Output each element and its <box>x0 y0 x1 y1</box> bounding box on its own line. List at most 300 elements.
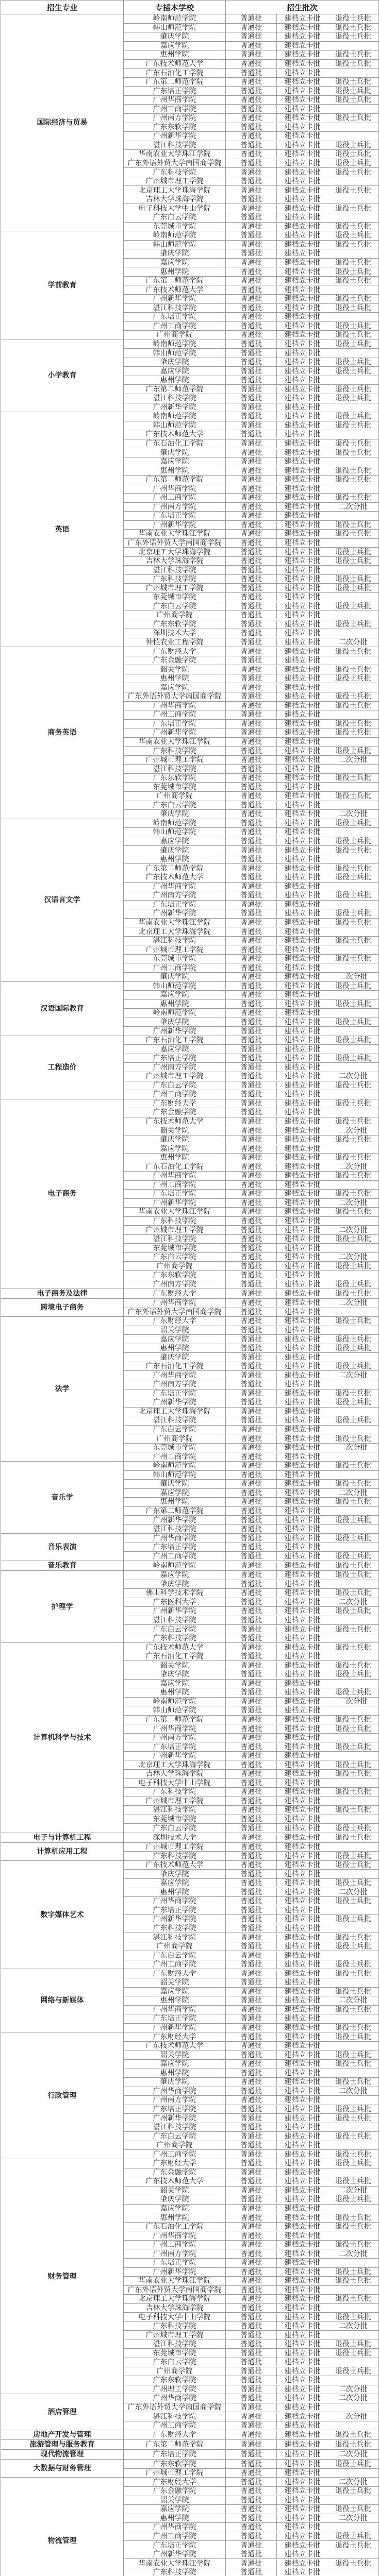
level-value: 建档立卡批 <box>284 2132 321 2141</box>
level-value: 建档立卡批 <box>284 1543 321 1552</box>
level-value: 普通批 <box>226 756 277 764</box>
level-value: 建档立卡批 <box>284 421 321 430</box>
level-value: 建档立卡批 <box>284 1081 321 1090</box>
level-value: 建档立卡批 <box>284 1933 321 1942</box>
level-value: 二次分批 <box>338 1996 368 2005</box>
school-name: 广东财经大学 <box>124 2430 226 2440</box>
level-value: 普通批 <box>226 1099 277 1108</box>
level-cell <box>226 891 379 901</box>
school-name: 嘉应学院 <box>124 258 226 267</box>
level-value: 普通批 <box>226 1507 277 1515</box>
school-name: 广东石油化工学院 <box>124 1036 226 1045</box>
school-name: 广州城市理工学院 <box>124 1797 226 1806</box>
level-value: 建档立卡批 <box>284 2559 321 2568</box>
school-name: 广东科技学院 <box>124 1634 226 1643</box>
level-value: 二次分批 <box>338 1371 368 1380</box>
level-cell <box>226 602 379 611</box>
level-cell <box>226 204 379 213</box>
school-name: 广州新华学院 <box>124 2550 226 2559</box>
school-name: 嘉应学院 <box>124 457 226 466</box>
level-cell <box>226 2096 379 2105</box>
level-value: 普通批 <box>226 584 277 592</box>
level-value: 普通批 <box>226 1725 277 1733</box>
level-value: 建档立卡批 <box>284 810 321 819</box>
school-name: 广东第二师范学院 <box>124 475 226 484</box>
school-name: 北京理工大学珠海学院 <box>124 2295 226 2304</box>
level-value: 二次分批 <box>338 973 368 981</box>
level-cell <box>226 403 379 412</box>
level-value: 普通批 <box>226 1525 277 1533</box>
level-value: 退役士兵批 <box>335 1824 371 1833</box>
level-cell <box>226 1824 379 1833</box>
level-value: 建档立卡批 <box>284 710 321 719</box>
level-value: 普通批 <box>226 1834 277 1842</box>
school-name: 华南农业大学珠江学院 <box>124 918 226 927</box>
level-value: 建档立卡批 <box>284 937 321 945</box>
school-name: 广州南方学院 <box>124 1280 226 1289</box>
level-value: 退役士兵批 <box>335 1154 371 1162</box>
level-value: 建档立卡批 <box>284 87 321 95</box>
level-value: 建档立卡批 <box>284 2541 321 2550</box>
level-cell <box>226 2222 379 2231</box>
level-cell <box>226 448 379 457</box>
level-value: 建档立卡批 <box>284 457 321 466</box>
level-value: 普通批 <box>226 1761 277 1769</box>
level-value: 退役士兵批 <box>335 14 371 23</box>
school-name: 韶关学院 <box>124 1326 226 1335</box>
level-cell <box>226 828 379 837</box>
level-cell <box>226 502 379 512</box>
school-name: 岭南师范学院 <box>124 1697 226 1706</box>
level-cell <box>226 1470 379 1480</box>
school-name: 肇庆学院 <box>124 1870 226 1879</box>
level-cell <box>226 1452 379 1462</box>
level-cell <box>226 819 379 828</box>
level-value: 退役士兵批 <box>335 1054 371 1063</box>
level-value: 建档立卡批 <box>284 78 321 87</box>
level-cell <box>226 2568 379 2576</box>
level-value: 普通批 <box>226 2349 277 2358</box>
level-cell <box>226 1679 379 1688</box>
level-cell <box>226 313 379 322</box>
level-value: 建档立卡批 <box>284 494 321 502</box>
level-value: 建档立卡批 <box>284 2303 321 2312</box>
level-value: 退役士兵批 <box>335 2132 371 2141</box>
school-name: 广州新华学院 <box>124 909 226 919</box>
level-value: 普通批 <box>226 2177 277 2185</box>
level-value: 普通批 <box>226 2514 277 2522</box>
school-name: 广东培正学院 <box>124 1389 226 1398</box>
level-value: 普通批 <box>226 937 277 945</box>
level-value: 建档立卡批 <box>284 2358 321 2367</box>
school-name: 湛江科技学院 <box>124 936 226 945</box>
level-value: 退役士兵批 <box>335 1389 371 1398</box>
school-name: 广东培正学院 <box>124 1906 226 1915</box>
level-value: 建档立卡批 <box>284 2168 321 2177</box>
school-name: 广东白云学院 <box>124 1625 226 1634</box>
level-value: 普通批 <box>226 2033 277 2041</box>
level-value: 二次分批 <box>338 1598 368 1606</box>
school-name: 广东培正学院 <box>124 900 226 909</box>
school-name: 广东第二师范学院 <box>124 2440 226 2450</box>
level-value: 建档立卡批 <box>284 2469 321 2478</box>
school-name: 广州华商学院 <box>124 1371 226 1380</box>
school-name: 肇庆学院 <box>124 358 226 367</box>
level-value: 建档立卡批 <box>284 2431 321 2439</box>
level-cell <box>226 909 379 919</box>
level-value: 建档立卡批 <box>284 2150 321 2159</box>
level-cell <box>226 303 379 313</box>
level-value: 退役士兵批 <box>335 981 371 990</box>
level-value: 建档立卡批 <box>284 186 321 195</box>
level-value: 建档立卡批 <box>284 2295 321 2303</box>
level-value: 建档立卡批 <box>284 358 321 367</box>
level-value: 普通批 <box>226 1952 277 1960</box>
level-value: 普通批 <box>226 891 277 900</box>
level-cell <box>226 1915 379 1924</box>
level-value: 退役士兵批 <box>335 87 371 95</box>
level-value: 建档立卡批 <box>284 1235 321 1244</box>
level-value: 普通批 <box>226 539 277 547</box>
level-cell <box>226 1888 379 1897</box>
level-value: 建档立卡批 <box>284 403 321 412</box>
school-name: 广东培正学院 <box>124 512 226 521</box>
school-name: 东莞城市学院 <box>124 2349 226 2358</box>
school-name: 吉林大学珠海学院 <box>124 2303 226 2313</box>
level-value: 普通批 <box>226 349 277 358</box>
level-value: 二次分批 <box>338 810 368 819</box>
level-cell <box>226 2132 379 2141</box>
level-value: 退役士兵批 <box>335 1462 371 1470</box>
school-name: 广州商学院 <box>124 2141 226 2150</box>
school-name: 湛江科技学院 <box>124 1234 226 1244</box>
level-value: 建档立卡批 <box>284 2376 321 2385</box>
level-cell <box>226 168 379 177</box>
level-value: 建档立卡批 <box>284 692 321 701</box>
level-value: 普通批 <box>226 1489 277 1497</box>
level-value: 建档立卡批 <box>284 231 321 240</box>
school-name: 广州工商学院 <box>124 963 226 973</box>
level-value: 普通批 <box>226 331 277 339</box>
school-name: 嘉应学院 <box>124 367 226 376</box>
level-cell <box>226 954 379 963</box>
major-name: 电子与计算机工程 <box>1 1833 124 1842</box>
level-value: 建档立卡批 <box>284 1498 321 1506</box>
school-name: 韩山师范学院 <box>124 828 226 837</box>
level-cell <box>226 1498 379 1507</box>
level-value: 普通批 <box>226 213 277 222</box>
level-value: 普通批 <box>226 1743 277 1751</box>
school-name: 岭南师范学院 <box>124 231 226 241</box>
school-name: 广东科技学院 <box>124 747 226 756</box>
level-value: 退役士兵批 <box>335 1852 371 1860</box>
level-value: 二次分批 <box>338 2385 368 2394</box>
school-name: 湛江科技学院 <box>124 303 226 313</box>
level-value: 普通批 <box>226 1371 277 1380</box>
level-value: 建档立卡批 <box>284 1154 321 1162</box>
school-name: 广东培正学院 <box>124 719 226 728</box>
level-value: 退役士兵批 <box>335 114 371 123</box>
level-cell <box>226 801 379 810</box>
level-value: 建档立卡批 <box>284 1362 321 1371</box>
level-value: 普通批 <box>226 1199 277 1207</box>
school-name: 广东科技学院 <box>124 1924 226 1933</box>
school-name: 韩山师范学院 <box>124 349 226 358</box>
level-value: 退役士兵批 <box>335 774 371 783</box>
level-value: 普通批 <box>226 2024 277 2032</box>
table-row <box>1 1570 379 1580</box>
level-value: 建档立卡批 <box>284 792 321 801</box>
school-name: 广东第二师范学院 <box>124 864 226 873</box>
level-cell <box>226 2403 379 2412</box>
admissions-table <box>1 0 379 2576</box>
level-cell <box>226 340 379 349</box>
level-value: 建档立卡批 <box>284 1217 321 1225</box>
level-value: 建档立卡批 <box>284 520 321 529</box>
level-cell <box>226 2204 379 2213</box>
level-value: 普通批 <box>226 385 277 394</box>
level-cell <box>226 1344 379 1353</box>
level-value: 建档立卡批 <box>284 222 321 231</box>
school-name: 广东财经大学 <box>124 1289 226 1299</box>
level-cell <box>226 1234 379 1244</box>
school-name: 广州城市理工学院 <box>124 755 226 765</box>
level-value: 退役士兵批 <box>335 1317 371 1326</box>
level-value: 普通批 <box>226 1000 277 1008</box>
level-cell <box>226 638 379 647</box>
level-value: 建档立卡批 <box>284 1244 321 1252</box>
level-value: 普通批 <box>226 2469 277 2477</box>
level-value: 普通批 <box>226 2223 277 2231</box>
level-value: 二次分批 <box>338 756 368 765</box>
level-value: 退役士兵批 <box>335 1788 371 1797</box>
table-row <box>1 1534 379 1543</box>
level-cell <box>226 141 379 150</box>
school-name: 嘉应学院 <box>124 1879 226 1888</box>
level-value: 退役士兵批 <box>335 747 371 755</box>
level-value: 建档立卡批 <box>284 60 321 68</box>
level-value: 普通批 <box>226 1235 277 1243</box>
level-cell <box>226 2023 379 2032</box>
level-cell <box>226 2358 379 2367</box>
level-value: 普通批 <box>226 286 277 294</box>
level-value: 建档立卡批 <box>284 828 321 837</box>
level-value: 普通批 <box>226 358 277 366</box>
level-value: 建档立卡批 <box>284 1480 321 1488</box>
level-value: 建档立卡批 <box>284 1299 321 1308</box>
level-cell <box>226 14 379 24</box>
school-name: 岭南师范学院 <box>124 412 226 421</box>
level-cell <box>226 2267 379 2277</box>
level-value: 退役士兵批 <box>335 999 371 1008</box>
level-value: 建档立卡批 <box>284 2349 321 2358</box>
school-name: 广东培正学院 <box>124 1543 226 1552</box>
level-value: 普通批 <box>226 557 277 565</box>
level-value: 退役士兵批 <box>335 159 371 168</box>
school-name: 北京理工大学珠海学院 <box>124 1760 226 1770</box>
table-row <box>1 2032 379 2042</box>
school-name: 广州城市理工学院 <box>124 2468 226 2478</box>
level-value: 退役士兵批 <box>335 1806 371 1815</box>
school-name: 东莞城市学院 <box>124 1815 226 1824</box>
level-value: 普通批 <box>226 1589 277 1597</box>
school-name: 广东科技学院 <box>124 574 226 584</box>
school-name: 嘉应学院 <box>124 1570 226 1580</box>
level-value: 建档立卡批 <box>284 1797 321 1805</box>
level-value: 普通批 <box>226 928 277 936</box>
level-cell <box>226 1724 379 1734</box>
school-name: 广州华商学院 <box>124 1724 226 1734</box>
level-cell <box>226 1951 379 1960</box>
level-value: 普通批 <box>226 883 277 891</box>
level-value: 退役士兵批 <box>335 1661 371 1670</box>
level-value: 普通批 <box>226 1299 277 1307</box>
level-cell <box>226 512 379 521</box>
school-name: 北京理工大学珠海学院 <box>124 1407 226 1416</box>
level-value: 退役士兵批 <box>335 2559 371 2568</box>
school-name: 北京理工大学珠海学院 <box>124 548 226 557</box>
level-value: 建档立卡批 <box>284 168 321 177</box>
level-cell <box>226 611 379 620</box>
level-value: 普通批 <box>226 530 277 538</box>
level-value: 退役士兵批 <box>335 96 371 105</box>
level-value: 建档立卡批 <box>284 1516 321 1524</box>
level-value: 建档立卡批 <box>284 249 321 258</box>
table-row <box>1 2430 379 2440</box>
school-name: 广东财经大学 <box>124 1969 226 1978</box>
level-value: 建档立卡批 <box>284 1552 321 1561</box>
level-cell <box>226 792 379 801</box>
level-value: 普通批 <box>226 1562 277 1570</box>
level-cell <box>226 331 379 340</box>
level-cell <box>226 530 379 539</box>
school-name: 韶关学院 <box>124 1661 226 1670</box>
level-value: 二次分批 <box>338 502 368 511</box>
school-name: 广东外语外贸大学南国商学院 <box>124 538 226 548</box>
level-value: 建档立卡批 <box>284 2340 321 2349</box>
school-name: 仲恺农业工程学院 <box>124 638 226 647</box>
school-name: 广东技术师范大学 <box>124 1643 226 1652</box>
level-value: 建档立卡批 <box>284 801 321 809</box>
level-value: 普通批 <box>226 1217 277 1225</box>
level-cell <box>226 2460 379 2469</box>
level-value: 建档立卡批 <box>284 647 321 656</box>
level-value: 退役士兵批 <box>335 602 371 611</box>
level-value: 普通批 <box>226 2241 277 2249</box>
table-row <box>1 819 379 828</box>
level-value: 建档立卡批 <box>284 32 321 41</box>
school-name: 广州工商学院 <box>124 105 226 114</box>
level-value: 普通批 <box>226 1344 277 1352</box>
level-value: 退役士兵批 <box>335 1833 371 1842</box>
level-cell <box>226 321 379 331</box>
level-cell <box>226 683 379 692</box>
level-value: 建档立卡批 <box>284 2195 321 2204</box>
level-value: 建档立卡批 <box>284 1824 321 1833</box>
level-value: 退役士兵批 <box>335 340 371 348</box>
level-value: 普通批 <box>226 1398 277 1406</box>
level-value: 普通批 <box>226 2322 277 2330</box>
level-value: 建档立卡批 <box>284 1488 321 1497</box>
school-name: 广东白云学院 <box>124 1951 226 1960</box>
school-name: 电子科技大学中山学院 <box>124 1778 226 1788</box>
level-value: 建档立卡批 <box>284 1960 321 1969</box>
school-name: 广州华商学院 <box>124 2087 226 2096</box>
level-value: 退役士兵批 <box>335 1534 371 1543</box>
school-name: 广州南方学院 <box>124 2096 226 2105</box>
level-value: 普通批 <box>226 1634 277 1642</box>
level-cell <box>226 2496 379 2505</box>
level-cell <box>226 1534 379 1543</box>
school-name: 惠州学院 <box>124 1498 226 1507</box>
level-value: 退役士兵批 <box>335 2105 371 2113</box>
school-name: 广东东软学院 <box>124 123 226 132</box>
level-value: 普通批 <box>226 313 277 321</box>
school-name: 广州新华学院 <box>124 1198 226 1208</box>
level-cell <box>226 538 379 548</box>
level-value: 退役士兵批 <box>335 1036 371 1045</box>
level-value: 普通批 <box>226 629 277 637</box>
level-value: 退役士兵批 <box>335 719 371 728</box>
school-name: 广州商学院 <box>124 1434 226 1444</box>
school-name: 广东财经大学 <box>124 647 226 656</box>
level-value: 退役士兵批 <box>335 1262 371 1270</box>
level-value: 普通批 <box>226 819 277 827</box>
school-name: 广东东软学院 <box>124 1271 226 1280</box>
level-value: 普通批 <box>226 620 277 629</box>
level-cell <box>226 1996 379 2006</box>
school-name: 广东白云学院 <box>124 2358 226 2367</box>
level-value: 普通批 <box>226 720 277 728</box>
level-value: 退役士兵批 <box>335 873 371 882</box>
level-value: 建档立卡批 <box>284 1045 321 1054</box>
level-value: 建档立卡批 <box>284 1534 321 1543</box>
school-name: 广东财经大学 <box>124 1317 226 1326</box>
level-value: 建档立卡批 <box>284 1888 321 1896</box>
major-name: 酒店管理 <box>1 2394 124 2430</box>
level-cell <box>226 1027 379 1036</box>
level-value: 普通批 <box>226 2060 277 2068</box>
level-cell <box>226 2078 379 2087</box>
level-cell <box>226 1461 379 1470</box>
level-value: 退役士兵批 <box>335 1933 371 1942</box>
level-value: 普通批 <box>226 1680 277 1688</box>
table-row <box>1 412 379 421</box>
school-name: 广州商学院 <box>124 611 226 620</box>
level-value: 普通批 <box>226 467 277 475</box>
school-name: 广州南方学院 <box>124 2249 226 2259</box>
level-value: 建档立卡批 <box>284 1852 321 1860</box>
level-cell <box>226 1216 379 1226</box>
school-name: 吉林大学珠海学院 <box>124 195 226 204</box>
level-value: 普通批 <box>226 1090 277 1098</box>
level-value: 建档立卡批 <box>284 123 321 131</box>
table-row <box>1 2478 379 2487</box>
level-cell <box>226 2340 379 2349</box>
school-name: 韶关学院 <box>124 2050 226 2060</box>
level-value: 普通批 <box>226 449 277 457</box>
level-value: 普通批 <box>226 1063 277 1072</box>
level-value: 普通批 <box>226 2096 277 2104</box>
level-value: 普通批 <box>226 692 277 701</box>
major-name: 大数据与财务管理 <box>1 2460 124 2478</box>
level-value: 建档立卡批 <box>284 1969 321 1978</box>
school-name: 广州华商学院 <box>124 2523 226 2532</box>
level-value: 建档立卡批 <box>284 2277 321 2285</box>
level-value: 普通批 <box>226 1136 277 1144</box>
level-value: 建档立卡批 <box>284 2005 321 2014</box>
level-value: 退役士兵批 <box>335 692 371 701</box>
